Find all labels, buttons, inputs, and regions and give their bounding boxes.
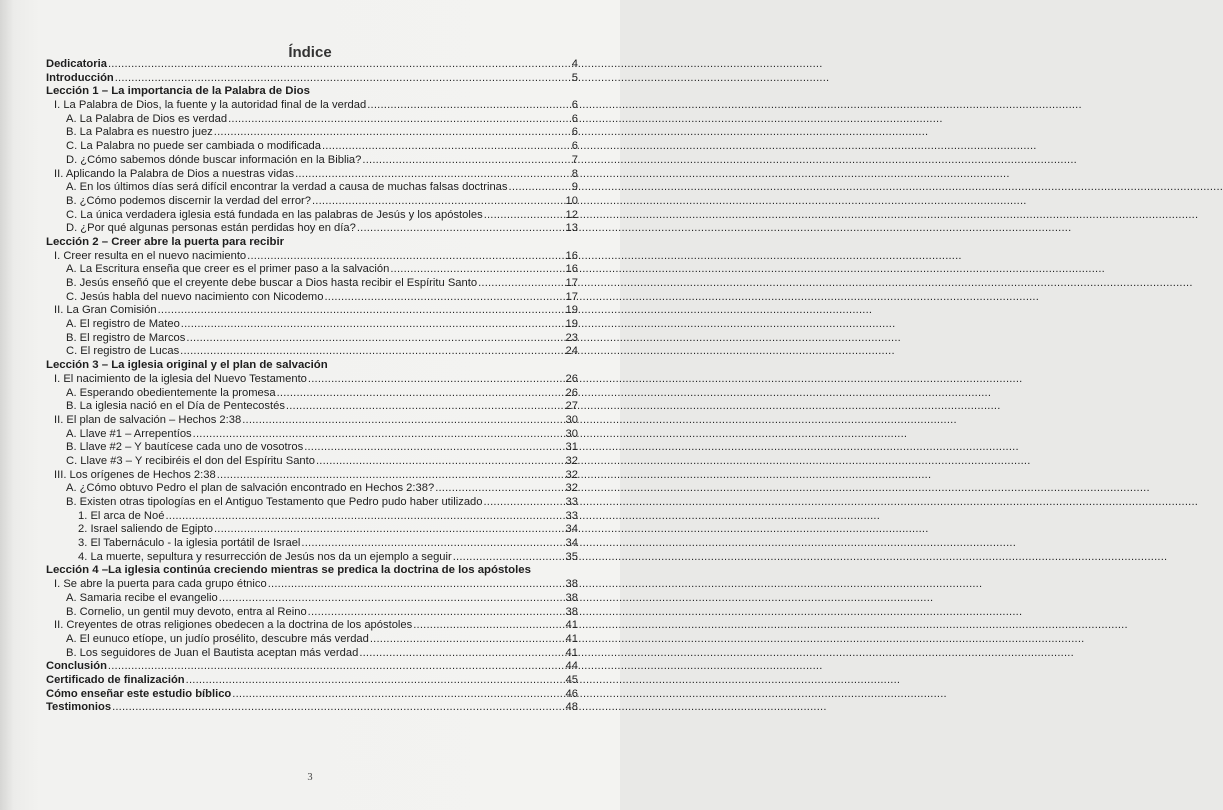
toc-entry xyxy=(46,482,578,496)
toc-entry xyxy=(46,674,578,688)
toc-entry xyxy=(46,291,578,305)
toc-entry-label: C. Llave #3 – Y recibiréis el don del Espíritu Santo xyxy=(66,454,315,467)
toc-entry xyxy=(46,113,578,127)
toc-entry-label: III. Los orígenes de Hechos 2:38 xyxy=(54,468,216,481)
toc-entry xyxy=(46,619,578,633)
toc-entry xyxy=(46,688,578,702)
dot-leader xyxy=(484,209,565,223)
toc-entry-page: 32 xyxy=(565,454,578,467)
toc-entry xyxy=(46,633,578,647)
page-title: Índice xyxy=(288,44,332,61)
toc-entry-page: 34 xyxy=(565,537,578,550)
toc-entry xyxy=(46,222,578,236)
dot-leader xyxy=(165,510,564,524)
toc-entry xyxy=(46,140,578,154)
toc-entry-label: C. La Palabra no puede ser cambiada o modificada xyxy=(66,140,321,153)
toc-entry-label: B. La Palabra es nuestro juez xyxy=(66,126,213,139)
toc-entry xyxy=(46,551,578,565)
toc-entry xyxy=(46,209,578,223)
toc-entry-page: 30 xyxy=(565,427,578,440)
toc-entry xyxy=(46,523,578,537)
toc-entry-label: Conclusión xyxy=(46,660,107,673)
toc-entry-page: 26 xyxy=(565,372,578,385)
toc-section-heading: Lección 4 –La iglesia continúa creciendo mientras se predica la doctrina de los apóstoles xyxy=(46,564,531,577)
toc-entry-page: 4 xyxy=(571,58,578,70)
toc-entry-label: A. Esperando obedientemente la promesa xyxy=(66,386,276,399)
toc-entry-label: A. El registro de Mateo xyxy=(66,318,180,331)
toc-entry-label: B. Jesús enseñó que el creyente debe buscar a Dios hasta recibir el Espíritu Santo xyxy=(66,277,478,289)
toc-entry xyxy=(46,168,578,182)
toc-entry xyxy=(46,181,578,195)
toc-entry-label: A. El eunuco etíope, un judío prosélito, descubre más verdad xyxy=(66,632,369,645)
dot-leader xyxy=(108,58,571,72)
dot-leader xyxy=(286,400,565,414)
toc-entry-label: D. ¿Cómo sabemos dónde buscar información en la Biblia? xyxy=(66,153,362,166)
toc-entry-label: B. Llave #2 – Y bautícese cada uno de vosotros xyxy=(66,441,304,454)
toc-entry-label: A. En los últimos días será difícil encontrar la verdad a causa de muchas falsas doctrinas xyxy=(66,181,508,194)
toc-entry-label: II. El plan de salvación – Hechos 2:38 xyxy=(54,413,242,426)
toc-entry-label: B. Cornelio, un gentil muy devoto, entra al Reino xyxy=(66,605,307,618)
toc-entry xyxy=(46,58,578,72)
dot-leader xyxy=(247,250,564,264)
toc-entry-page: 10 xyxy=(565,194,578,207)
page-number: 3 xyxy=(307,772,313,783)
toc-entry xyxy=(46,537,578,551)
toc-entry-page: 30 xyxy=(565,413,578,426)
toc-entry-page: 16 xyxy=(565,249,578,262)
toc-entry-label: B. ¿Cómo podemos discernir la verdad del error? xyxy=(66,194,311,207)
toc-entry-page: 6 xyxy=(571,99,578,112)
toc-entry-page: 7 xyxy=(571,153,578,166)
dot-leader xyxy=(316,455,565,469)
toc-entry-page: 17 xyxy=(565,290,578,303)
dot-leader xyxy=(228,113,571,127)
dot-leader xyxy=(217,469,565,483)
toc-entry-page: 19 xyxy=(565,304,578,317)
toc-entry-label: A. Llave #1 – Arrepentíos xyxy=(66,427,192,440)
toc-entry-page: 48 xyxy=(565,701,578,714)
toc-entry xyxy=(46,263,578,277)
dot-leader xyxy=(308,606,565,620)
table-of-contents xyxy=(46,58,578,715)
toc-entry-page: 34 xyxy=(565,523,578,536)
toc-entry xyxy=(46,250,578,264)
toc-entry xyxy=(46,387,578,401)
toc-entry xyxy=(46,441,578,455)
toc-entry-page: 41 xyxy=(565,619,578,632)
dot-leader xyxy=(214,523,565,537)
dot-leader xyxy=(308,373,565,387)
toc-entry-label: C. El registro de Lucas xyxy=(66,345,180,358)
toc-entry-label: I. Creer resulta en el nuevo nacimiento xyxy=(54,249,247,262)
dot-leader xyxy=(435,482,564,496)
toc-entry xyxy=(46,510,578,524)
dot-leader xyxy=(453,551,565,565)
toc-entry xyxy=(46,154,578,168)
dot-leader xyxy=(181,318,565,332)
dot-leader xyxy=(242,414,564,428)
toc-entry-label: Certificado de finalización xyxy=(46,673,185,686)
toc-entry-label: A. La Escritura enseña que creer es el primer paso a la salvación xyxy=(66,263,390,276)
toc-entry xyxy=(46,400,578,414)
dot-leader xyxy=(359,647,564,661)
toc-entry xyxy=(46,455,578,469)
toc-entry xyxy=(46,277,578,291)
toc-entry-label: B. El registro de Marcos xyxy=(66,331,186,344)
toc-section-heading: Lección 2 – Creer abre la puerta para recibir xyxy=(46,235,285,248)
toc-entry-label: A. La Palabra de Dios es verdad xyxy=(66,112,228,125)
dot-leader xyxy=(367,99,571,113)
dot-leader xyxy=(186,674,565,688)
toc-entry-page: 12 xyxy=(565,208,578,221)
toc-entry-page: 19 xyxy=(565,318,578,331)
toc-entry xyxy=(46,195,578,209)
toc-entry-label: I. Se abre la puerta para cada grupo étnico xyxy=(54,578,267,591)
toc-entry xyxy=(46,373,578,387)
toc-entry-label: C. Jesús habla del nuevo nacimiento con Nicodemo xyxy=(66,290,324,303)
toc-entry-page: 33 xyxy=(565,509,578,522)
toc-entry-page: 6 xyxy=(571,112,578,125)
toc-entry-label: B. La iglesia nació en el Día de Pentecostés xyxy=(66,400,285,413)
toc-entry-label: Introducción xyxy=(46,71,114,84)
toc-entry xyxy=(46,592,578,606)
toc-entry-page: 38 xyxy=(565,591,578,604)
toc-entry xyxy=(46,99,578,113)
toc-entry xyxy=(46,606,578,620)
dot-leader xyxy=(413,619,564,633)
toc-entry-label: I. La Palabra de Dios, la fuente y la autoridad final de la verdad xyxy=(54,99,367,112)
toc-entry-page: 23 xyxy=(565,331,578,344)
dot-leader xyxy=(478,277,564,291)
dot-leader xyxy=(108,660,565,674)
toc-entry-label: B. Los seguidores de Juan el Bautista aceptan más verdad xyxy=(66,646,359,659)
toc-entry-page: 44 xyxy=(565,660,578,673)
toc-entry xyxy=(46,701,578,715)
dot-leader xyxy=(115,72,571,86)
toc-entry-label: A. ¿Cómo obtuvo Pedro el plan de salvación encontrado en Hechos 2:38? xyxy=(66,482,435,495)
dot-leader xyxy=(112,701,564,715)
toc-entry xyxy=(46,647,578,661)
toc-entry-label: Testimonios xyxy=(46,701,112,714)
toc-entry-page: 9 xyxy=(571,181,578,194)
toc-entry-page: 5 xyxy=(571,71,578,84)
dot-leader xyxy=(484,496,565,510)
dot-leader xyxy=(295,168,571,182)
toc-entry-page: 35 xyxy=(565,550,578,563)
toc-entry-page: 8 xyxy=(571,167,578,180)
toc-entry xyxy=(46,304,578,318)
toc-entry-label: 2. Israel saliendo de Egipto xyxy=(78,523,213,536)
toc-entry-page: 46 xyxy=(565,687,578,700)
toc-section-heading: Lección 1 – La importancia de la Palabra de Dios xyxy=(46,85,310,98)
dot-leader xyxy=(370,633,565,647)
toc-entry-page: 38 xyxy=(565,578,578,591)
toc-entry-label: D. ¿Por qué algunas personas están perdidas hoy en día? xyxy=(66,222,356,235)
dot-leader xyxy=(324,291,564,305)
dot-leader xyxy=(158,304,565,318)
toc-entry-label: 4. La muerte, sepultura y resurrección de Jesús nos da un ejemplo a seguir xyxy=(78,550,452,563)
toc-entry xyxy=(46,496,578,510)
toc-entry xyxy=(46,126,578,140)
toc-entry-label: II. La Gran Comisión xyxy=(54,304,157,317)
dot-leader xyxy=(193,428,565,442)
toc-entry xyxy=(46,660,578,674)
toc-entry-page: 13 xyxy=(565,222,578,235)
toc-entry-page: 45 xyxy=(565,673,578,686)
toc-entry-label: C. La única verdadera iglesia está fundada en las palabras de Jesús y los apóstoles xyxy=(66,208,483,221)
dot-leader xyxy=(322,140,571,154)
dot-leader xyxy=(301,537,564,551)
toc-entry xyxy=(46,414,578,428)
toc-entry-page: 38 xyxy=(565,605,578,618)
dot-leader xyxy=(219,592,565,606)
toc-entry-page: 41 xyxy=(565,646,578,659)
dot-leader xyxy=(232,688,564,702)
dot-leader xyxy=(268,578,565,592)
toc-entry-label: Dedicatoria xyxy=(46,58,107,70)
toc-entry-label: II. Creyentes de otras religiones obedecen a la doctrina de los apóstoles xyxy=(54,619,413,632)
toc-entry-page: 33 xyxy=(565,496,578,508)
toc-entry-page: 41 xyxy=(565,632,578,645)
toc-entry-page: 6 xyxy=(571,126,578,139)
dot-leader xyxy=(390,263,564,277)
toc-entry-page: 17 xyxy=(565,277,578,289)
toc-entry xyxy=(46,578,578,592)
toc-entry-label: B. Existen otras tipologías en el Antiguo Testamento que Pedro pudo haber utilizado xyxy=(66,496,483,508)
toc-entry xyxy=(46,318,578,332)
toc-entry-page: 24 xyxy=(565,345,578,358)
toc-entry-label: II. Aplicando la Palabra de Dios a nuestras vidas xyxy=(54,167,295,180)
toc-entry-page: 32 xyxy=(565,468,578,481)
toc-entry-label: 3. El Tabernáculo - la iglesia portátil de Israel xyxy=(78,537,301,550)
dot-leader xyxy=(357,222,565,236)
dot-leader xyxy=(180,345,564,359)
toc-entry-label: 1. El arca de Noé xyxy=(78,509,165,522)
dot-leader xyxy=(304,441,564,455)
dot-leader xyxy=(214,126,571,140)
dot-leader xyxy=(277,387,565,401)
toc-entry xyxy=(46,469,578,483)
toc-entry-label: Cómo enseñar este estudio bíblico xyxy=(46,687,232,700)
toc-entry xyxy=(46,332,578,346)
toc-entry-page: 32 xyxy=(565,482,578,495)
dot-leader xyxy=(362,154,570,168)
toc-entry xyxy=(46,72,578,86)
toc-entry-page: 26 xyxy=(565,386,578,399)
toc-entry-page: 27 xyxy=(565,400,578,413)
toc-entry-page: 31 xyxy=(565,441,578,454)
toc-entry-label: A. Samaria recibe el evangelio xyxy=(66,591,218,604)
toc-entry-page: 6 xyxy=(571,140,578,153)
toc-section-heading: Lección 3 – La iglesia original y el plan de salvación xyxy=(46,359,328,372)
dot-leader xyxy=(186,332,564,346)
dot-leader xyxy=(312,195,565,209)
dot-leader xyxy=(509,181,571,195)
toc-entry xyxy=(46,345,578,359)
toc-entry-label: I. El nacimiento de la iglesia del Nuevo Testamento xyxy=(54,372,307,385)
toc-entry-page: 16 xyxy=(565,263,578,276)
toc-entry xyxy=(46,428,578,442)
